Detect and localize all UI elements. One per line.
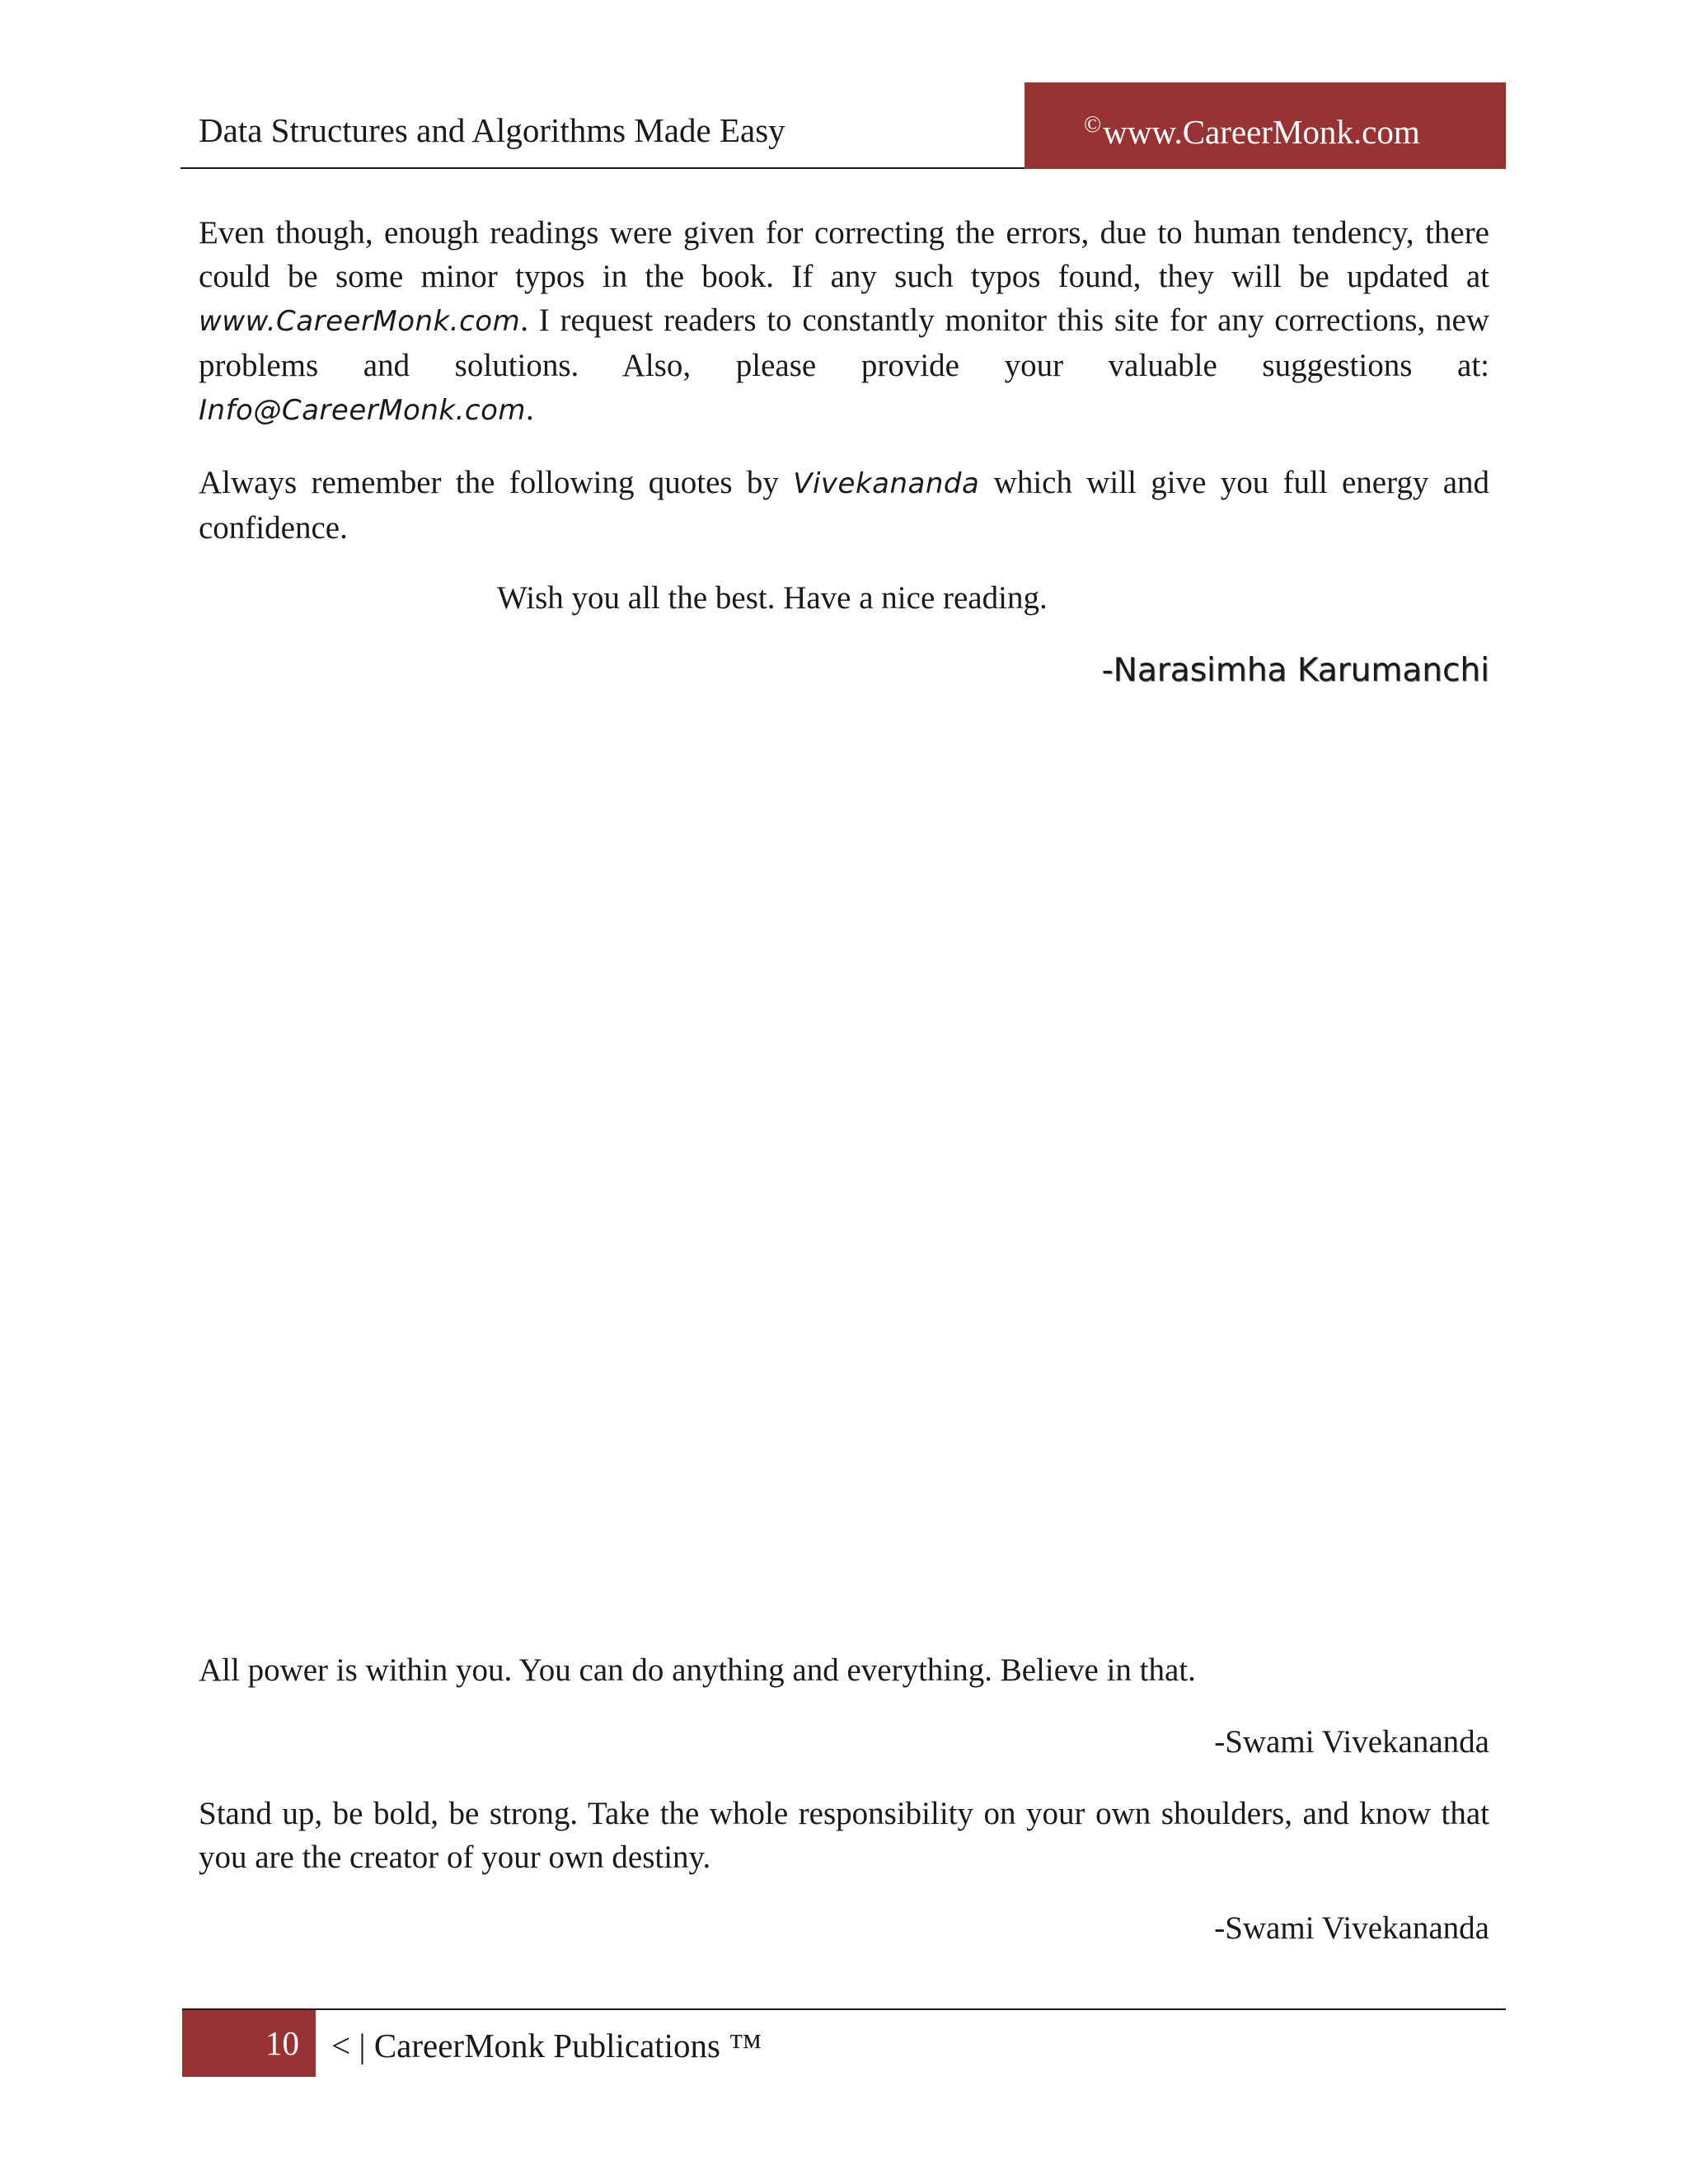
website-link: www.CareerMonk.com (199, 305, 521, 338)
copyright-symbol: © (1084, 112, 1102, 138)
wish-line: Wish you all the best. Have a nice reading. (497, 580, 1048, 616)
errata-text-c: . (526, 391, 534, 427)
email-link: Info@CareerMonk.com (199, 394, 527, 427)
site-badge-text (1084, 114, 1420, 149)
remember-text-b: which will give you full energy and confidence. (199, 465, 1490, 546)
page-number-badge (182, 2010, 316, 2077)
quote-2-text: Stand up, be bold, be strong. Take the whole responsibility on your own shoulders, and know that you are the creator of your own destiny. (199, 1796, 1489, 1875)
errata-text-a: Even though, enough readings were given for correcting the errors, due to human tendency, there could be some minor typos in the book. If any such typos found, they will be updated at (199, 215, 1489, 294)
author-signature: -Narasimha Karumanchi (1101, 652, 1489, 689)
footer-divider (182, 2008, 1506, 2010)
publisher-text: < | CareerMonk Publications ™ (331, 2027, 762, 2064)
remember-paragraph (199, 461, 1489, 550)
book-title: Data Structures and Algorithms Made Easy (199, 111, 785, 149)
site-badge (1025, 82, 1506, 169)
vivekananda-name: Vivekananda (793, 467, 980, 500)
site-url: www.CareerMonk.com (1103, 113, 1420, 151)
quote-1-text: All power is within you. You can do anything and everything. Believe in that. (199, 1652, 1196, 1688)
errata-text-b: . I request readers to constantly monitor this site for any corrections, new problems and solutions. Also, please provide your valuable suggestions at: (199, 302, 1489, 383)
remember-text-a: Always remember the following quotes by (199, 465, 794, 500)
page-number: 10 (265, 2024, 299, 2062)
header-divider (181, 167, 1025, 169)
errata-paragraph (199, 211, 1489, 433)
quote-1-attribution: -Swami Vivekananda (1214, 1724, 1489, 1760)
quote-2-attribution: -Swami Vivekananda (1214, 1910, 1489, 1946)
